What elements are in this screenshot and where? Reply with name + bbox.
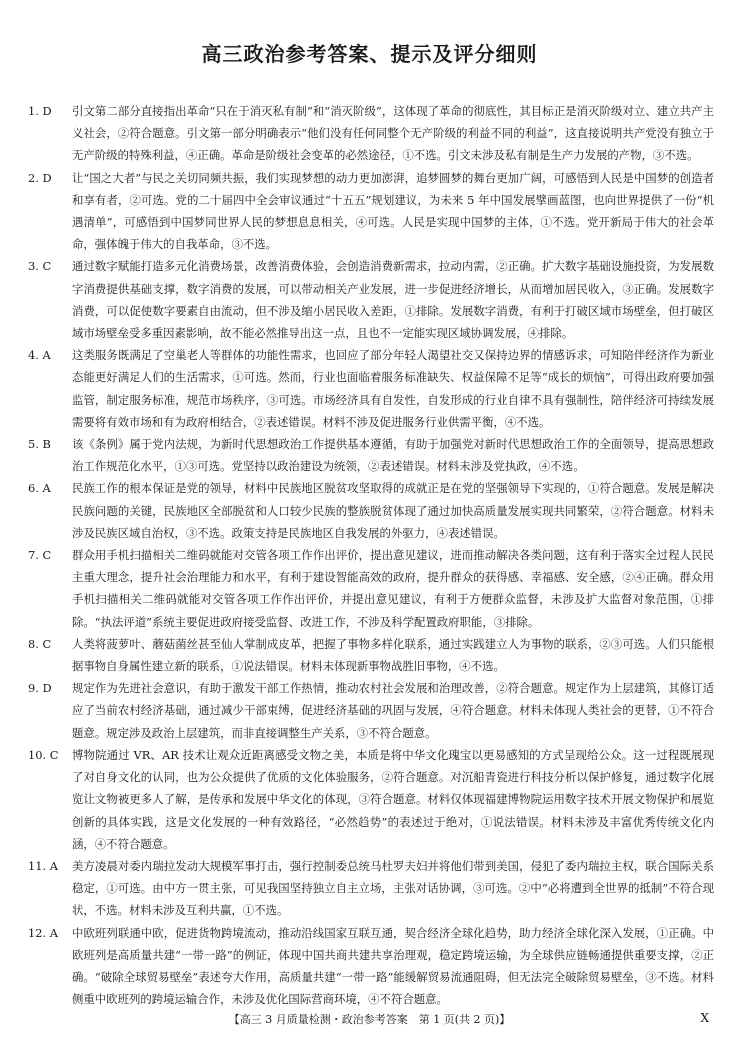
answer-explanation: 规定作为先进社会意识，有助于激发干部工作热情，推动农村社会发展和治理改善，②符合题意。规定作为上层建筑，其修订适应了当前农村经济基础，通过减少干部束缚，促进经济基础的巩固与发展，④符合题意。材料未体现人类社会的更替，①不符合题意。规定涉及政治上层建筑，而非直接调整生产关系，③不符合题意。	[72, 681, 714, 740]
answer-explanation: 通过数字赋能打造多元化消费场景，改善消费体验，会创造消费新需求，拉动内需，②正确。扩大数字基础设施投资，为发展数字消费提供基础支撑，数字消费的发展，可以带动相关产业发展，进一步促进经济增长，从而增加居民收入，③正确。发展数字消费，可以促使数字要素自由流动，但不涉及缩小居民收入差距，①排除。发展数字消费，有利于打破区域市场壁垒，但打破区域市场壁垒受多重因素影响，故不能必然推导出这一点，且也不一定能实现区域协调发展，④排除。	[72, 259, 714, 341]
answer-explanation: 让“国之大者”与民之关切同频共振，我们实现梦想的动力更加澎湃，追梦圆梦的舞台更加广阔，可感悟到人民是中国梦的创造者和享有者，②可选。党的二十届四中全会审议通过“十五五”规划建议，为未来 5 年中国发展擘画蓝图，也向世界提供了一份“机遇清单”，可感悟到中国梦同世界人民的梦想息息相关，④可选。人民是实现中国梦的主体，①不选。党开新局于伟大的社会革命，强体魄于伟大的自我革命，③不选。	[72, 170, 714, 252]
answer-item-5	[28, 433, 714, 477]
page-title: 高三政治参考答案、提示及评分细则	[201, 42, 538, 66]
answer-item-9	[28, 677, 714, 744]
answer-item-3	[28, 255, 714, 344]
answer-item-12	[28, 922, 714, 1011]
answer-item-10	[28, 744, 714, 855]
answer-explanation: 博物院通过 VR、AR 技术让观众近距离感受文物之美，本质是将中华文化瑰宝以更易感知的方式呈现给公众。这一过程既展现了对自身文化的认同，也为公众提供了优质的文化体验服务，②符合题意。对沉船青瓷进行科技分析以保护修复，通过数字化展览让文物被更多人了解，是传承和发展中华文化的体现，③符合题意。材料仅体现福建博物院运用数字技术开展文物保护和展览创新的具体实践，这是文化发展的一种有效路径，“必然趋势”的表述过于绝对，①说法错误。材料未涉及丰富优秀传统文化内涵，④不符合题意。	[72, 747, 714, 851]
answer-number: 2. D	[28, 170, 52, 185]
footer-mark: X	[700, 1011, 709, 1025]
answer-item-11	[28, 855, 714, 922]
answer-explanation: 群众用手机扫描相关二维码就能对交管各项工作作出评价，提出意见建议，进而推动解决各类问题，这有利于落实全过程人民民主重大理念，提升社会治理能力和水平，有利于建设智能高效的政府，提升群众的获得感、幸福感、安全感，②④正确。群众用手机扫描相关二维码就能对交管各项工作作出评价，并提出意见建议，有利于方便群众监督，未涉及扩大监督对象范围，①排除。“执法评道”系统主要促进政府接受监督、改进工作，不涉及科学配置政府职能，③排除。	[72, 548, 714, 629]
answer-number: 6. A	[28, 481, 51, 496]
answer-number: 1. D	[28, 104, 52, 118]
answer-list	[28, 100, 714, 1010]
answer-number: 12. A	[28, 925, 58, 940]
answer-number: 9. D	[28, 681, 52, 696]
answer-number: 10. C	[28, 747, 59, 762]
answer-number: 4. A	[28, 348, 51, 363]
answer-explanation: 美方凌晨对委内瑞拉发动大规模军事打击，强行控制委总统马杜罗夫妇并将他们带到美国，侵犯了委内瑞拉主权，联合国际关系稳定，①可选。由中方一贯主张，可见我国坚持独立自主立场，主张对话协调，③可选。②中“必将遭到全世界的抵制”不符合现状，不选。材料未涉及互利共赢，①不选。	[72, 858, 714, 918]
answer-item-7	[28, 544, 714, 633]
answer-item-2	[28, 167, 714, 256]
answer-item-1	[28, 100, 714, 167]
answer-number: 7. C	[28, 548, 52, 563]
page-footer: 【高三 3 月质量检测・政治参考答案 第 1 页(共 2 页)】	[228, 1013, 511, 1026]
answer-explanation: 引文第二部分直接指出革命“只在于消灭私有制”和“消灭阶级”，这体现了革命的彻底性，其目标正是消灭阶级对立、建立共产主义社会，②符合题意。引文第一部分明确表示“他们没有任何同整个无产阶级的利益不同的利益”，这直接说明共产党没有独立于无产阶级的特殊利益，④正确。革命是阶级社会变革的必然途径，①不选。引文未涉及私有制是生产力发展的产物，③不选。	[72, 104, 714, 163]
answer-explanation: 这类服务既满足了空巢老人等群体的功能性需求，也回应了部分年轻人渴望社交又保持边界的情感诉求，可知陪伴经济作为新业态能更好满足人们的生活需求，①可选。然而，行业也面临着服务标准缺失、权益保障不足等“成长的烦恼”，可得出政府要加强监管，制定服务标准，规范市场秩序，③可选。市场经济具有自发性，自发形成的行业自律不具有强制性，陪伴经济可持续发展需要将有效市场和有为政府相结合，②表述错误。材料不涉及促进服务行业供需平衡，④不选。	[72, 348, 714, 429]
answer-explanation: 民族工作的根本保证是党的领导，材料中民族地区脱贫攻坚取得的成就正是在党的坚强领导下实现的，①符合题意。发展是解决民族问题的关键，民族地区全部脱贫和人口较少民族的整族脱贫体现了通过加快高质量发展实现共同繁荣，②符合题意。材料未涉及民族区域自治权，③不选。政策支持是民族地区自我发展的外驱力，④表述错误。	[72, 481, 714, 540]
answer-item-6	[28, 477, 714, 544]
answer-number: 11. A	[28, 858, 58, 873]
answer-item-8	[28, 633, 714, 677]
answer-explanation: 人类将菠萝叶、蘑菇菌丝甚至仙人掌制成皮革，把握了事物多样化联系，通过实践建立人为事物的联系，②③可选。人们只能根据事物自身属性建立新的联系，①说法错误。材料未体现新事物战胜旧事物，④不选。	[72, 636, 714, 674]
answer-explanation: 中欧班列联通中欧，促进货物跨境流动，推动沿线国家互联互通，契合经济全球化趋势，助力经济全球化深入发展，①正确。中欧班列是高质量共建“一带一路”的例证，体现中国共商共建共享治理观，稳定跨境运输，为全球供应链畅通提供重要支撑，②正确。“破除全球贸易壁垒”表述夸大作用，高质量共建“一带一路”能缓解贸易流通阻碍，但无法完全破除贸易壁垒，③不选。材料侧重中欧班列的跨境运输合作，未涉及优化国际营商环境，④不符合题意。	[72, 925, 714, 1007]
answer-number: 5. B	[28, 437, 51, 452]
answer-number: 8. C	[28, 636, 52, 651]
answer-item-4	[28, 344, 714, 433]
answer-number: 3. C	[28, 259, 52, 274]
answer-explanation: 该《条例》属于党内法规，为新时代思想政治工作提供基本遵循，有助于加强党对新时代思想政治工作的全面领导，提高思想政治工作规范化水平，①③可选。党坚持以政治建设为统领，②表述错误。材料未涉及党执政，④不选。	[72, 437, 714, 474]
